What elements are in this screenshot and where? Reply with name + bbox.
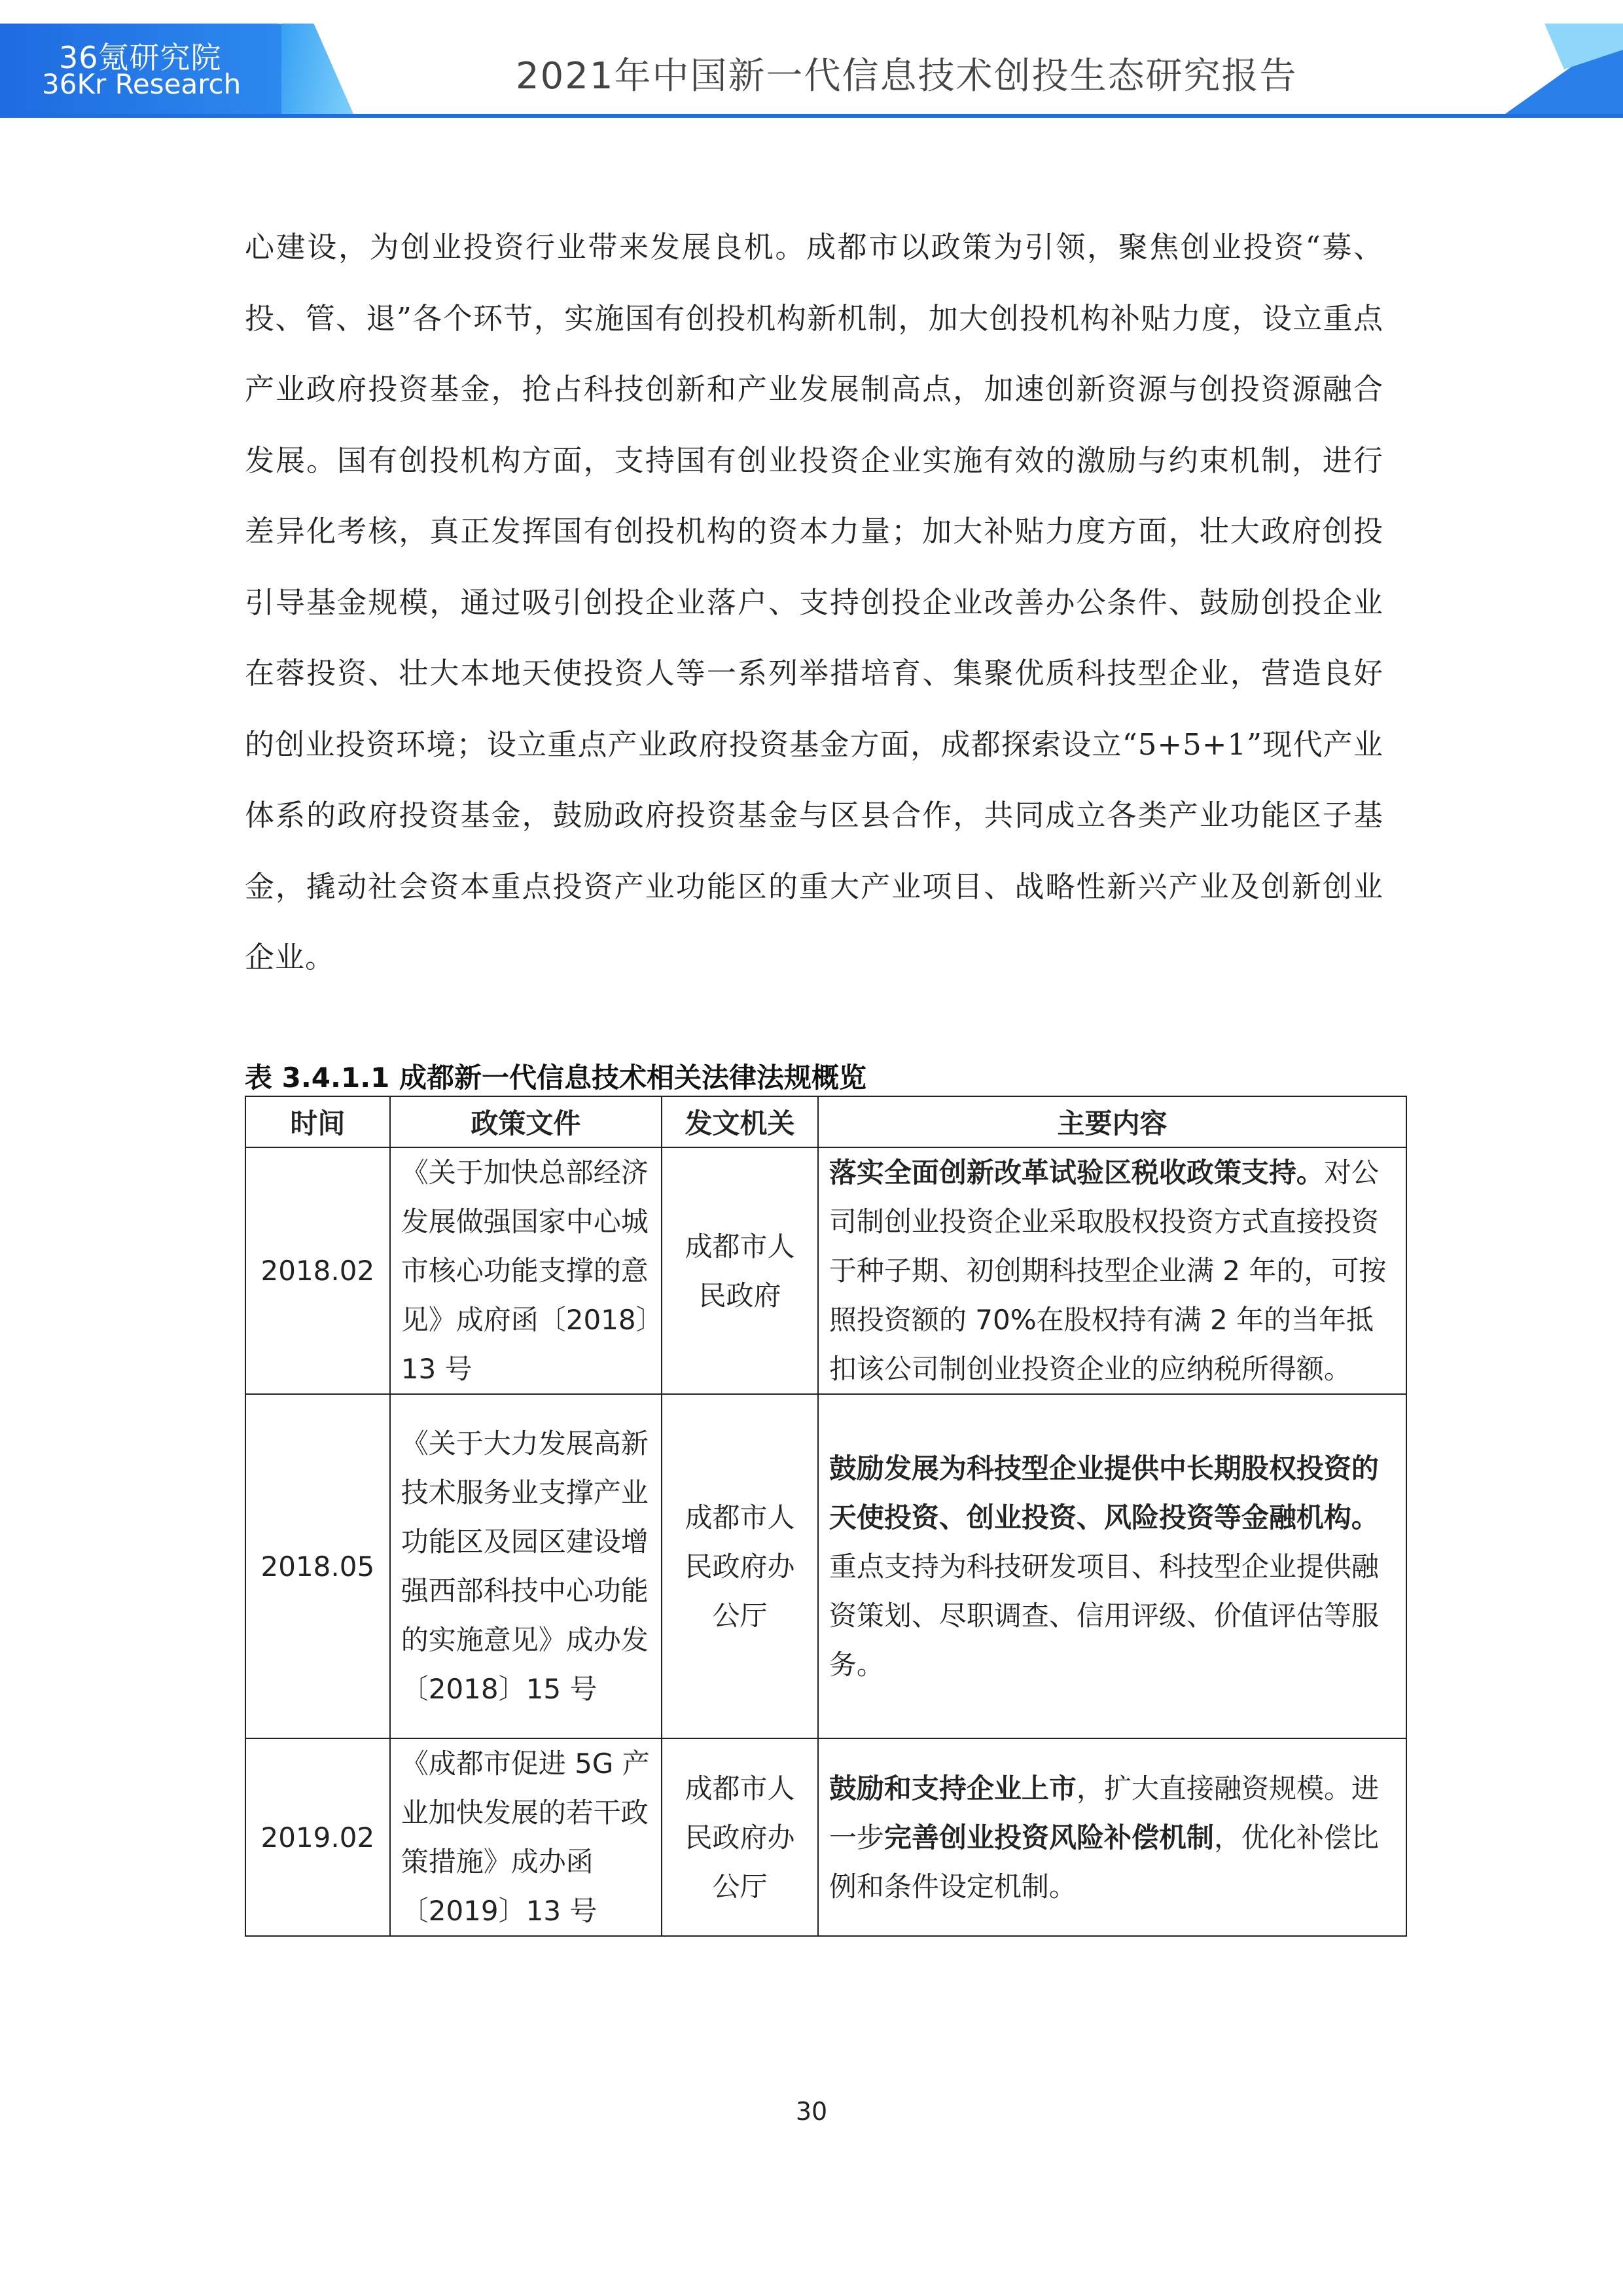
page-number: 30 (795, 2097, 828, 2126)
logo-text-en: 36Kr Research (42, 68, 241, 100)
content-highlight: 完善创业投资风险补偿机制 (883, 1821, 1214, 1854)
cell-issuer: 成都市人民政府办公厅 (662, 1394, 818, 1738)
cell-date: 2018.05 (245, 1394, 390, 1738)
cell-issuer: 成都市人民政府 (662, 1147, 818, 1394)
table-row (245, 1147, 1406, 1394)
logo-text-cn: 36氪研究院 (59, 40, 222, 75)
column-header-document: 政策文件 (390, 1096, 662, 1147)
table-row (245, 1394, 1406, 1738)
header-divider (0, 114, 1623, 118)
cell-document: 《关于大力发展高新技术服务业支撑产业功能区及园区建设增强西部科技中心功能的实施意见》成办发〔2018〕15 号 (390, 1394, 662, 1738)
column-header-time: 时间 (245, 1096, 390, 1147)
cell-document: 《成都市促进 5G 产业加快发展的若干政策措施》成办函〔2019〕13 号 (390, 1738, 662, 1936)
cell-document: 《关于加快总部经济发展做强国家中心城市核心功能支撑的意见》成府函〔2018〕13 号 (390, 1147, 662, 1394)
content-highlight: 鼓励发展为科技型企业提供中长期股权投资的天使投资、创业投资、风险投资等金融机构。 (829, 1452, 1379, 1534)
content-highlight: 落实全面创新改革试验区税收政策支持。 (829, 1157, 1324, 1189)
table-caption: 表 3.4.1.1 成都新一代信息技术相关法律法规概览 (245, 1062, 867, 1094)
cell-issuer: 成都市人民政府办公厅 (662, 1738, 818, 1936)
cell-content (818, 1738, 1406, 1936)
body-paragraph: 心建设，为创业投资行业带来发展良机。成都市以政策为引领，聚焦创业投资“募、投、管、退”各个环节，实施国有创投机构新机制，加大创投机构补贴力度，设立重点产业政府投资基金，抢占科技创新和产业发展制高点，加速创新资源与创投资源融合发展。国有创投机构方面，支持国有创业投资企业实施有效的激励与约束机制，进行差异化考核，真正发挥国有创投机构的资本力量；加大补贴力度方面，壮大政府创投引导基金规模，通过吸引创投企业落户、支持创投企业改善办公条件、鼓励创投企业在蓉投资、壮大本地天使投资人等一系列举措培育、集聚优质科技型企业，营造良好的创业投资环境；设立重点产业政府投资基金方面，成都探索设立“5+5+1”现代产业体系的政府投资基金，鼓励政府投资基金与区县合作，共同成立各类产业功能区子基金，撬动社会资本重点投资产业功能区的重大产业项目、战略性新兴产业及创新创业企业。 (245, 230, 1383, 975)
cell-content (818, 1394, 1406, 1738)
column-header-issuer: 发文机关 (662, 1096, 818, 1147)
corner-decoration-icon (1466, 24, 1623, 114)
cell-date: 2018.02 (245, 1147, 390, 1394)
content-text: ，扩大直接融资规模。进一步 (829, 1772, 1379, 1854)
content-text: 对公司制创业投资企业采取股权投资方式直接投资于种子期、初创期科技型企业满 2 年的，可按照投资额的 70%在股权持有满 2 年的当年抵扣该公司制创业投资企业的应纳税所得额。 (829, 1157, 1387, 1385)
content-text: 重点支持为科技研发项目、科技型企业提供融资策划、尽职调查、信用评级、价值评估等服务。 (829, 1550, 1379, 1681)
table-row (245, 1738, 1406, 1936)
content-highlight: 鼓励和支持企业上市 (829, 1772, 1077, 1804)
report-title: 2021年中国新一代信息技术创投生态研究报告 (516, 55, 1298, 98)
table-header-row (245, 1096, 1406, 1147)
page-header (0, 0, 1623, 118)
content-text: ，优化补偿比例和条件设定机制。 (829, 1821, 1379, 1903)
cell-date: 2019.02 (245, 1738, 390, 1936)
column-header-content: 主要内容 (818, 1096, 1406, 1147)
cell-content (818, 1147, 1406, 1394)
policy-table (245, 1096, 1407, 1937)
